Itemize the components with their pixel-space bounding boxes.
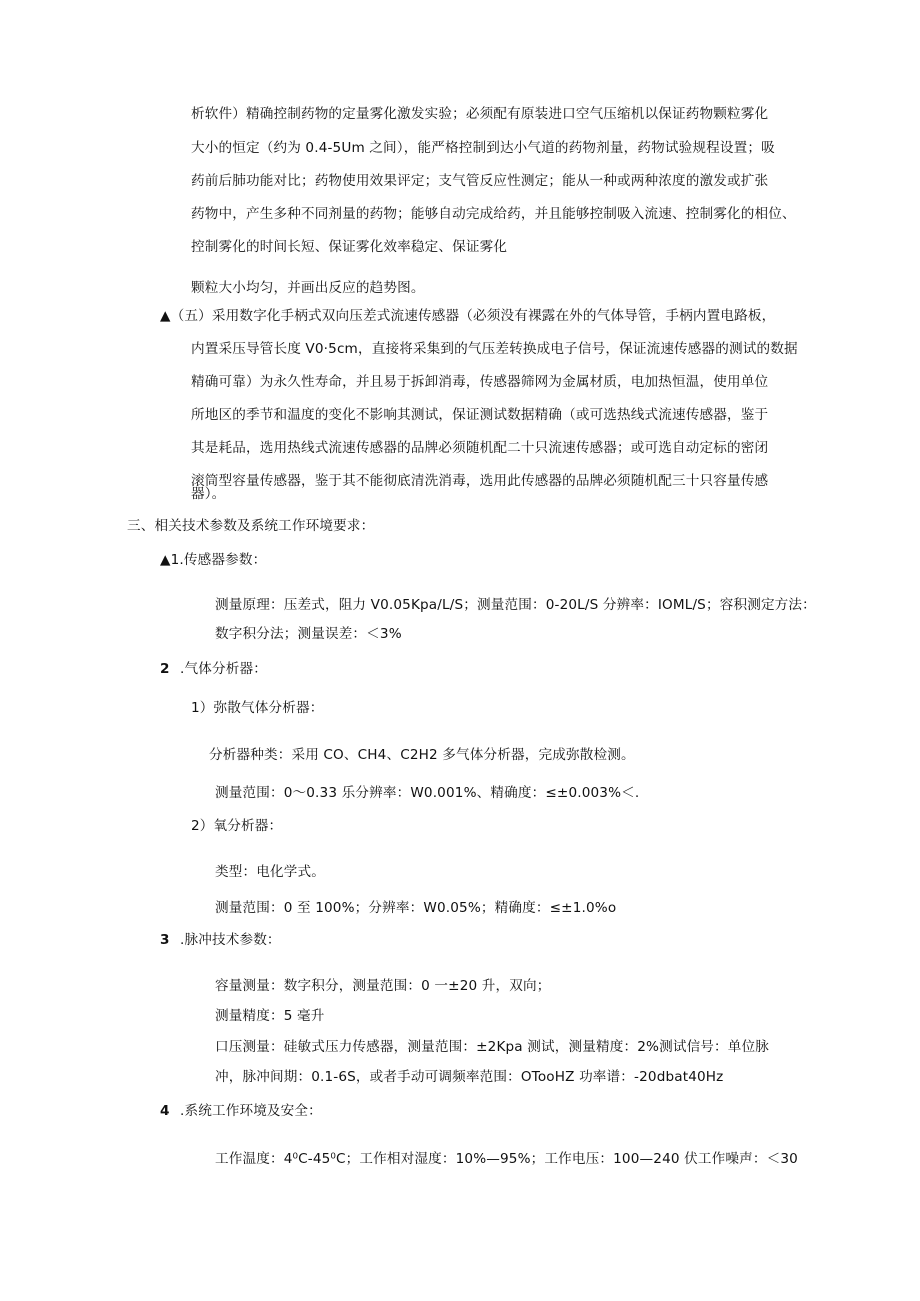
paragraph-line: 分析器种类：采用 CO、CH4、C2H2 多气体分析器，完成弥散检测。	[209, 747, 635, 763]
paragraph-line: 类型：电化学式。	[215, 864, 325, 880]
list-number: 3	[160, 932, 170, 948]
subsection-heading: .系统工作环境及安全：	[180, 1103, 322, 1119]
paragraph-line: 滚筒型容量传感器，鉴于其不能彻底清洗消毒，选用此传感器的品牌必须随机配三十只容量传感	[191, 473, 769, 489]
paragraph-line: 内置采压导管长度 V0·5cm，直接将采集到的气压差转换成电子信号，保证流速传感器的测试的数据	[191, 341, 798, 357]
paragraph-line: 冲，脉冲间期：0.1-6S，或者手动可调频率范围：OTooHZ 功率谱：-20dbat40Hz	[215, 1069, 724, 1085]
paragraph-line: 颗粒大小均匀，并画出反应的趋势图。	[191, 280, 425, 296]
paragraph-line: 器）。	[191, 486, 226, 502]
subsection-heading: .气体分析器：	[180, 661, 267, 677]
sub-heading: 1）弥散气体分析器：	[191, 700, 324, 716]
paragraph-line: 测量范围：0 至 100%；分辨率：W0.05%；精确度：≤±1.0%o	[215, 900, 617, 916]
paragraph-line: ▲（五）采用数字化手柄式双向压差式流速传感器（必须没有裸露在外的气体导管，手柄内置电路板，	[160, 308, 776, 324]
paragraph-line: 工作温度：4⁰C-45⁰C；工作相对湿度：10%—95%；工作电压：100—240 伏工作噪声：＜30	[215, 1151, 798, 1167]
paragraph-line: 数字积分法；测量误差：＜3%	[215, 626, 402, 642]
paragraph-line: 大小的恒定（约为 0.4-5Um 之间），能严格控制到达小气道的药物剂量，药物试验规程设置；吸	[191, 140, 775, 156]
sub-heading: 2）氧分析器：	[191, 818, 283, 834]
subsection-heading: .脉冲技术参数：	[180, 932, 281, 948]
paragraph-line: 精确可靠）为永久性寿命，并且易于拆卸消毒，传感器筛网为金属材质，电加热恒温，使用单位	[191, 374, 769, 390]
paragraph-line: 容量测量：数字积分，测量范围：0 一±20 升，双向；	[215, 978, 551, 994]
subsection-heading: ▲1.传感器参数：	[160, 552, 267, 568]
paragraph-line: 测量范围：0～0.33 乐分辨率：W0.001%、精确度：≤±0.003%＜.	[215, 785, 640, 801]
paragraph-line: 所地区的季节和温度的变化不影响其测试，保证测试数据精确（或可选热线式流速传感器，鉴于	[191, 407, 769, 423]
paragraph-line: 控制雾化的时间长短、保证雾化效率稳定、保证雾化	[191, 239, 508, 255]
paragraph-line: 药物中，产生多种不同剂量的药物；能够自动完成给药，并且能够控制吸入流速、控制雾化的相位、	[191, 206, 796, 222]
paragraph-line: 析软件）精确控制药物的定量雾化激发实验；必须配有原装进口空气压缩机以保证药物颗粒雾化	[191, 106, 769, 122]
paragraph-line: 测量原理：压差式，阻力 V0.05Kpa/L/S；测量范围：0-20L/S 分辨率：IOML/S；容积测定方法：	[215, 597, 816, 613]
paragraph-line: 口压测量：硅敏式压力传感器，测量范围：±2Kpa 测试，测量精度：2%测试信号：单位脉	[215, 1039, 770, 1055]
paragraph-line: 其是耗品，选用热线式流速传感器的品牌必须随机配二十只流速传感器；或可选自动定标的密闭	[191, 440, 769, 456]
list-number: 2	[160, 661, 170, 677]
list-number: 4	[160, 1103, 170, 1119]
paragraph-line: 测量精度：5 毫升	[215, 1008, 325, 1024]
paragraph-line: 药前后肺功能对比；药物使用效果评定；支气管反应性测定；能从一种或两种浓度的激发或扩张	[191, 173, 769, 189]
section-heading: 三、相关技术参数及系统工作环境要求：	[127, 518, 375, 534]
